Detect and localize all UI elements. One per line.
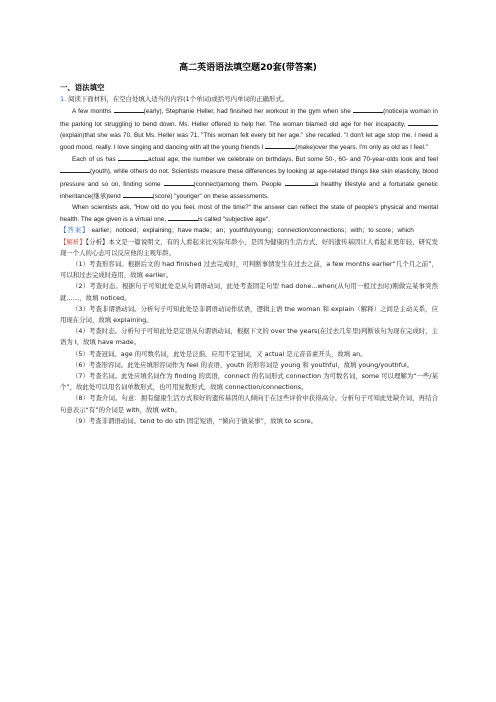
analysis-label: 【解析】: [60, 237, 86, 246]
analysis-item: （7）考查名词。此处应填名词作为 finding 的宾语，connect 的名词形式 connection 为可数名词，some 可以理解为“一些/某个”，故此处可以用名词单数形式，也可用复数形式，故填 connection/connections。: [60, 372, 438, 392]
answer-blank-5[interactable]: [118, 153, 148, 161]
question-number: 1.: [60, 95, 67, 104]
analysis-item: （8）考查介词。句意：拥有健康生活方式和好的遗传基因的人倾向于在这些评价中获得高分。分析句子可知此处缺介词，再结合句意表示“有”的介词是 with，故填 with。: [60, 394, 438, 414]
answer-blank-3[interactable]: [408, 118, 438, 126]
answer-label: 【答案】: [60, 226, 90, 235]
analysis-item: （6）考查形容词。此处应填形容词作为 feel 的表语，youth 的形容词是 young 和 youthful，故填 young/youthful。: [72, 360, 414, 369]
section-heading: 一、语法填空: [60, 83, 105, 92]
page-title: 高二英语语法填空题20套(带答案): [179, 63, 317, 73]
answer-blank-9[interactable]: [123, 190, 153, 198]
analysis-item: （1）考查形容词。根据后文的 had finished 过去完成时，可判断事情发生在过去之前，a few months earlier“几个月之前”，可以和过去完成时连用，故填 earlier。: [60, 260, 438, 280]
analysis-intro: [60, 237, 438, 259]
instruction-text: 阅读下面材料，在空白处填入适当的内容(1个单词)或括号内单词的正确形式。: [68, 95, 289, 104]
answer-blank-6[interactable]: [60, 165, 90, 173]
analysis-item: （3）考查非谓语动词。分析句子可知此处是非谓语动词作状语，逻辑主语 the woman 和 explain（解释）之间是主动关系，应用现在分词，故填 explaining。: [60, 304, 438, 325]
answer-blank-2[interactable]: [353, 105, 383, 113]
answer-line: [60, 225, 438, 236]
analysis-intro-text: 【分析】本文是一篇说明文，有的人看起来比实际年龄小，是因为健康的生活方式，好的遗传基因让人看起来更年轻，研究发现一个人的心态可以反应他的主观年龄。: [60, 237, 438, 257]
analysis-item: （5）考查冠词。age 的可数名词，此处是泛指，应用不定冠词，又 actual 是元音音素开头，故填 an。: [72, 349, 367, 358]
answer-blank-8[interactable]: [285, 178, 315, 186]
answer-blank-4[interactable]: [265, 141, 295, 149]
answer-text: earlier；noticed；explaining；have made；an；youthful/young；connection/connections；with；to score；which: [91, 227, 414, 235]
answer-blank-10[interactable]: [168, 213, 198, 221]
answer-blank-7[interactable]: [164, 178, 194, 186]
analysis-item: （9）考查非谓语动词。tend to do sth 固定短语，“倾向于做某事”，故填 to score。: [72, 416, 318, 425]
analysis-item: （4）考查时态。分析句子可知此处是定语从句谓语动词，根据下文的 over the years(在过去几年里)判断该句为现在完成时，主语为 I，故填 have made。: [60, 327, 438, 347]
answer-blank-1[interactable]: [114, 105, 144, 113]
passage-paragraph-1: A few months (early), Stephanie Heller, had finished her workout in the gym when she (notice)a woman in the parking lot struggling to bend down. Ms. Heller offered to help her. The woman blamed old age for her incapacity, (explain)that she was 70. But Ms. Heller was 71. "This woman felt every bit her age." she recalled. "I don't let age stop me. I need a good mood, really. I love singing and dancing with all the young friends I (make)over the years. I'm only as old as I feel.": [60, 105, 438, 153]
document-content: [60, 82, 438, 427]
passage-paragraph-2: Each of us has actual age, the number we celebrate on birthdays. But some 50-, 60- and 70-year-olds look and feel (youth), while others do not. Scientists measure these differences by looking at age-related things like skin elasticity, blood pressure and so on, finding some (connect)among them. People a healthy lifestyle and a fortunate genetic inheritance(继承)tend (score) "younger" on these assessments.: [60, 153, 438, 202]
passage-paragraph-3: When scientists ask, "How old do you feel, most of the time?" the answer can reflect the state of people's physical and mental health. The age given is a virtual one, is called "subjective age".: [60, 204, 438, 224]
analysis-item: （2）考查时态。根据句子可知此处是从句谓语动词，此处考查固定句型 had done...when(从句用一般过去时)刚做完某事突然就……，故填 noticed。: [60, 282, 438, 302]
question-instruction: [60, 94, 438, 105]
